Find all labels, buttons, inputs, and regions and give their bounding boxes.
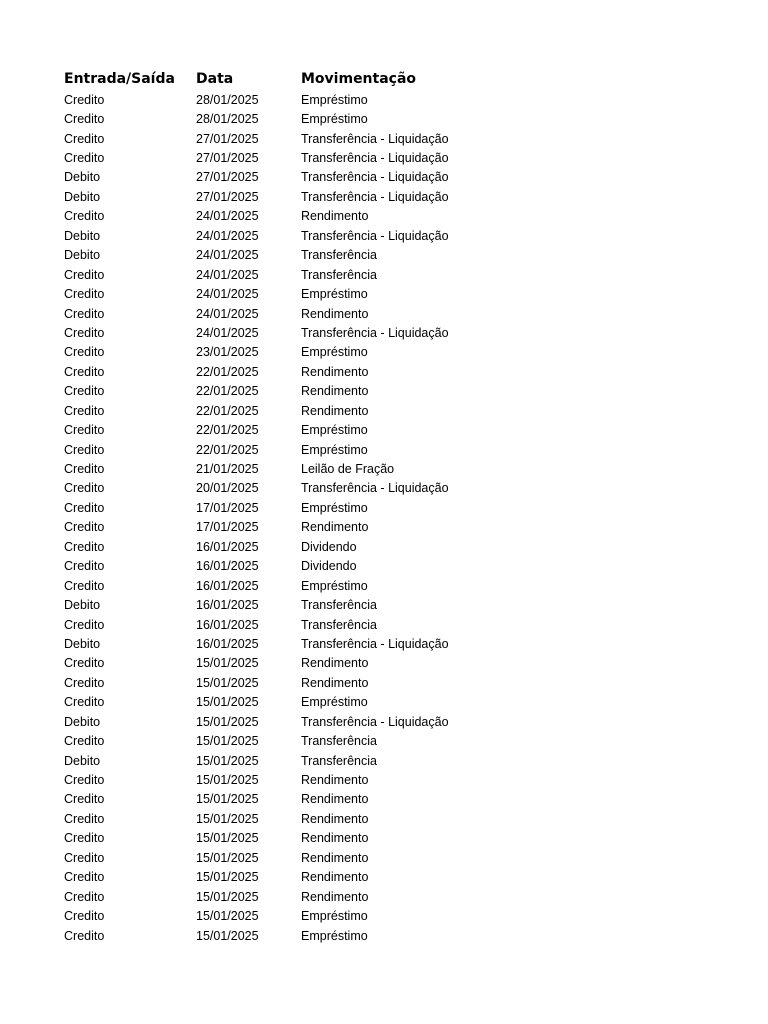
table-row [64, 420, 724, 439]
cell-data: 20/01/2025 [196, 481, 259, 496]
cell-entrada-saida: Credito [64, 209, 105, 224]
cell-data: 15/01/2025 [196, 870, 259, 885]
cell-data: 17/01/2025 [196, 500, 259, 515]
cell-data: 15/01/2025 [196, 753, 259, 768]
cell-entrada-saida: Debito [64, 636, 101, 651]
table-row [64, 168, 724, 187]
cell-movimentacao: Rendimento [301, 889, 369, 904]
cell-data: 27/01/2025 [196, 151, 259, 166]
table-header [64, 68, 724, 90]
cell-entrada-saida: Credito [64, 889, 105, 904]
cell-entrada-saida: Credito [64, 267, 105, 282]
cell-movimentacao: Rendimento [301, 306, 369, 321]
cell-data: 27/01/2025 [196, 189, 259, 204]
cell-entrada-saida: Debito [64, 714, 101, 729]
cell-data: 15/01/2025 [196, 811, 259, 826]
cell-movimentacao: Rendimento [301, 792, 369, 807]
cell-data: 27/01/2025 [196, 131, 259, 146]
cell-movimentacao: Transferência - Liquidação [301, 636, 449, 651]
cell-data: 24/01/2025 [196, 287, 259, 302]
cell-entrada-saida: Credito [64, 928, 105, 943]
table-row [64, 537, 724, 556]
cell-movimentacao: Transferência - Liquidação [301, 228, 449, 243]
table-row [64, 809, 724, 828]
column-header-entrada-saida: Entrada/Saída [64, 71, 175, 87]
table-row [64, 557, 724, 576]
cell-movimentacao: Rendimento [301, 209, 369, 224]
cell-entrada-saida: Credito [64, 500, 105, 515]
table-row [64, 751, 724, 770]
cell-movimentacao: Rendimento [301, 850, 369, 865]
transactions-table [64, 68, 724, 945]
cell-data: 16/01/2025 [196, 617, 259, 632]
cell-entrada-saida: Credito [64, 364, 105, 379]
cell-entrada-saida: Credito [64, 617, 105, 632]
table-row [64, 595, 724, 614]
cell-data: 22/01/2025 [196, 423, 259, 438]
table-row [64, 265, 724, 284]
cell-entrada-saida: Debito [64, 189, 101, 204]
cell-entrada-saida: Debito [64, 248, 101, 263]
table-row [64, 129, 724, 148]
cell-movimentacao: Empréstimo [301, 578, 368, 593]
cell-movimentacao: Rendimento [301, 364, 369, 379]
cell-data: 15/01/2025 [196, 714, 259, 729]
cell-entrada-saida: Credito [64, 773, 105, 788]
cell-data: 16/01/2025 [196, 559, 259, 574]
table-row [64, 654, 724, 673]
cell-movimentacao: Transferência - Liquidação [301, 325, 449, 340]
cell-movimentacao: Transferência [301, 753, 377, 768]
table-row [64, 848, 724, 867]
cell-entrada-saida: Credito [64, 539, 105, 554]
cell-entrada-saida: Credito [64, 481, 105, 496]
cell-data: 15/01/2025 [196, 675, 259, 690]
cell-movimentacao: Transferência [301, 598, 377, 613]
cell-movimentacao: Empréstimo [301, 442, 368, 457]
cell-movimentacao: Rendimento [301, 773, 369, 788]
table-row [64, 693, 724, 712]
table-row [64, 518, 724, 537]
table-row [64, 148, 724, 167]
cell-data: 24/01/2025 [196, 306, 259, 321]
cell-data: 17/01/2025 [196, 520, 259, 535]
cell-data: 15/01/2025 [196, 695, 259, 710]
table-row [64, 615, 724, 634]
cell-movimentacao: Rendimento [301, 675, 369, 690]
table-row [64, 440, 724, 459]
cell-data: 22/01/2025 [196, 442, 259, 457]
cell-data: 15/01/2025 [196, 656, 259, 671]
cell-entrada-saida: Credito [64, 578, 105, 593]
cell-entrada-saida: Credito [64, 831, 105, 846]
cell-movimentacao: Transferência - Liquidação [301, 714, 449, 729]
cell-entrada-saida: Debito [64, 598, 101, 613]
cell-movimentacao: Empréstimo [301, 423, 368, 438]
cell-entrada-saida: Credito [64, 306, 105, 321]
cell-movimentacao: Empréstimo [301, 92, 368, 107]
cell-entrada-saida: Credito [64, 811, 105, 826]
cell-data: 24/01/2025 [196, 267, 259, 282]
cell-entrada-saida: Credito [64, 151, 105, 166]
column-header-movimentacao: Movimentação [301, 71, 417, 87]
cell-entrada-saida: Credito [64, 675, 105, 690]
cell-data: 24/01/2025 [196, 209, 259, 224]
cell-movimentacao: Empréstimo [301, 909, 368, 924]
table-row [64, 634, 724, 653]
cell-data: 16/01/2025 [196, 578, 259, 593]
cell-entrada-saida: Credito [64, 287, 105, 302]
table-row [64, 362, 724, 381]
table-row [64, 459, 724, 478]
cell-movimentacao: Transferência [301, 248, 377, 263]
cell-data: 24/01/2025 [196, 228, 259, 243]
cell-data: 27/01/2025 [196, 170, 259, 185]
cell-entrada-saida: Credito [64, 792, 105, 807]
cell-data: 15/01/2025 [196, 831, 259, 846]
cell-movimentacao: Empréstimo [301, 287, 368, 302]
cell-entrada-saida: Credito [64, 695, 105, 710]
cell-movimentacao: Empréstimo [301, 695, 368, 710]
cell-entrada-saida: Credito [64, 325, 105, 340]
table-row [64, 323, 724, 342]
column-header-data: Data [196, 71, 234, 87]
cell-movimentacao: Transferência [301, 617, 377, 632]
table-row [64, 284, 724, 303]
cell-entrada-saida: Credito [64, 850, 105, 865]
cell-movimentacao: Transferência - Liquidação [301, 170, 449, 185]
cell-movimentacao: Empréstimo [301, 928, 368, 943]
table-row [64, 576, 724, 595]
cell-entrada-saida: Credito [64, 92, 105, 107]
table-row [64, 304, 724, 323]
cell-data: 15/01/2025 [196, 889, 259, 904]
cell-data: 15/01/2025 [196, 734, 259, 749]
cell-movimentacao: Leilão de Fração [301, 462, 395, 477]
cell-entrada-saida: Credito [64, 112, 105, 127]
cell-data: 15/01/2025 [196, 850, 259, 865]
cell-movimentacao: Rendimento [301, 520, 369, 535]
table-row [64, 343, 724, 362]
table-row [64, 926, 724, 945]
cell-movimentacao: Rendimento [301, 384, 369, 399]
cell-data: 15/01/2025 [196, 792, 259, 807]
cell-data: 16/01/2025 [196, 636, 259, 651]
table-body [64, 90, 724, 945]
table-row [64, 829, 724, 848]
cell-movimentacao: Rendimento [301, 831, 369, 846]
table-row [64, 673, 724, 692]
cell-entrada-saida: Credito [64, 656, 105, 671]
cell-entrada-saida: Credito [64, 870, 105, 885]
cell-movimentacao: Transferência - Liquidação [301, 131, 449, 146]
cell-movimentacao: Transferência [301, 734, 377, 749]
cell-data: 16/01/2025 [196, 598, 259, 613]
cell-movimentacao: Rendimento [301, 870, 369, 885]
table-row [64, 479, 724, 498]
cell-movimentacao: Empréstimo [301, 500, 368, 515]
cell-data: 21/01/2025 [196, 462, 259, 477]
cell-movimentacao: Transferência [301, 267, 377, 282]
cell-movimentacao: Rendimento [301, 656, 369, 671]
table-row [64, 401, 724, 420]
cell-data: 22/01/2025 [196, 384, 259, 399]
cell-movimentacao: Dividendo [301, 559, 357, 574]
cell-movimentacao: Empréstimo [301, 345, 368, 360]
cell-entrada-saida: Credito [64, 442, 105, 457]
table-row [64, 207, 724, 226]
cell-data: 28/01/2025 [196, 112, 259, 127]
cell-entrada-saida: Credito [64, 734, 105, 749]
cell-data: 15/01/2025 [196, 773, 259, 788]
cell-entrada-saida: Credito [64, 423, 105, 438]
table-row [64, 790, 724, 809]
table-row [64, 887, 724, 906]
cell-data: 22/01/2025 [196, 403, 259, 418]
cell-entrada-saida: Credito [64, 384, 105, 399]
cell-movimentacao: Rendimento [301, 811, 369, 826]
cell-movimentacao: Transferência - Liquidação [301, 151, 449, 166]
cell-entrada-saida: Credito [64, 909, 105, 924]
cell-entrada-saida: Credito [64, 345, 105, 360]
table-row [64, 246, 724, 265]
cell-data: 22/01/2025 [196, 364, 259, 379]
cell-entrada-saida: Credito [64, 520, 105, 535]
cell-entrada-saida: Credito [64, 403, 105, 418]
table-row [64, 731, 724, 750]
cell-data: 15/01/2025 [196, 909, 259, 924]
table-row [64, 868, 724, 887]
cell-entrada-saida: Credito [64, 462, 105, 477]
table-row [64, 770, 724, 789]
cell-data: 15/01/2025 [196, 928, 259, 943]
table-row [64, 382, 724, 401]
cell-movimentacao: Dividendo [301, 539, 357, 554]
cell-entrada-saida: Debito [64, 228, 101, 243]
cell-data: 16/01/2025 [196, 539, 259, 554]
table-row [64, 906, 724, 925]
table-row [64, 109, 724, 128]
cell-entrada-saida: Debito [64, 170, 101, 185]
cell-entrada-saida: Debito [64, 753, 101, 768]
table-row [64, 90, 724, 109]
cell-movimentacao: Transferência - Liquidação [301, 189, 449, 204]
cell-data: 24/01/2025 [196, 325, 259, 340]
cell-movimentacao: Empréstimo [301, 112, 368, 127]
cell-data: 24/01/2025 [196, 248, 259, 263]
cell-movimentacao: Rendimento [301, 403, 369, 418]
cell-entrada-saida: Credito [64, 131, 105, 146]
cell-data: 28/01/2025 [196, 92, 259, 107]
cell-data: 23/01/2025 [196, 345, 259, 360]
table-row [64, 226, 724, 245]
cell-entrada-saida: Credito [64, 559, 105, 574]
table-row [64, 712, 724, 731]
table-row [64, 187, 724, 206]
table-row [64, 498, 724, 517]
cell-movimentacao: Transferência - Liquidação [301, 481, 449, 496]
